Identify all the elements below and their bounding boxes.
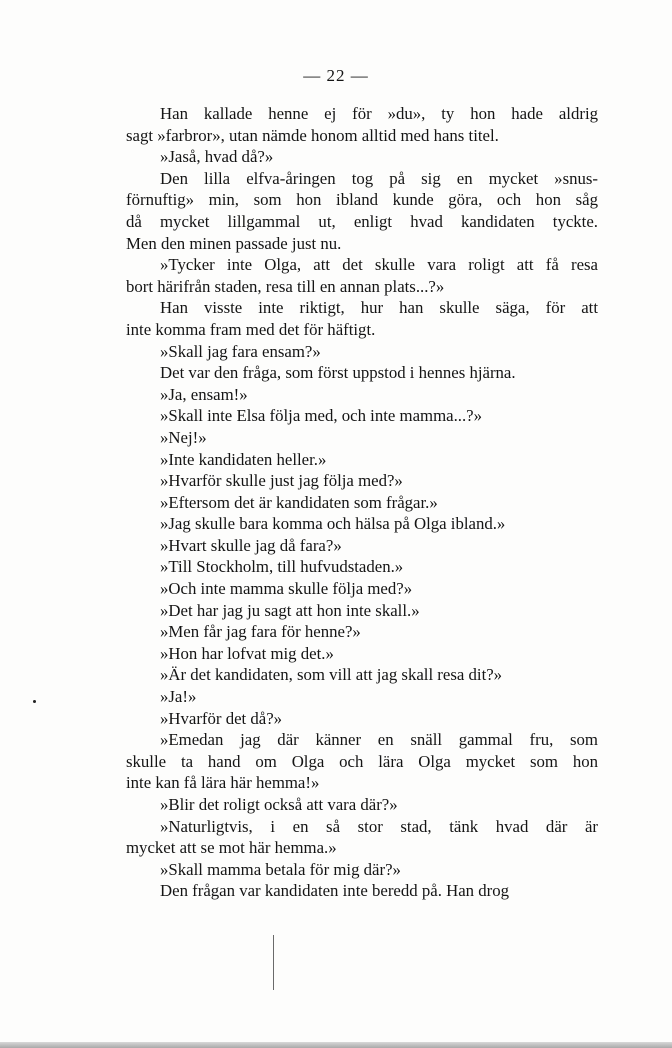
paragraph <box>126 513 598 535</box>
text-line: »Naturligtvis, i en så stor stad, tänk hvad där är <box>160 816 598 836</box>
text-line: inte kan få lära här hemma!» <box>126 773 320 793</box>
paragraph <box>126 427 598 449</box>
text-line: »Inte kandidaten heller.» <box>160 449 327 469</box>
text-line: »Jag skulle bara komma och hälsa på Olga ibland.» <box>160 514 506 534</box>
paragraph <box>126 664 598 686</box>
text-line: »Tycker inte Olga, att det skulle vara roligt att få resa <box>160 255 598 275</box>
text-line: »Eftersom det är kandidaten som frågar.» <box>160 492 438 512</box>
text-line: »Nej!» <box>160 427 207 447</box>
paragraph <box>126 600 598 622</box>
text-line: Han visste inte riktigt, hur han skulle säga, för att <box>160 298 598 318</box>
page-edge-shadow <box>0 1042 672 1048</box>
text-line: »Emedan jag där känner en snäll gammal fru, som <box>160 730 598 750</box>
paragraph <box>126 297 598 340</box>
text-line: »Skall inte Elsa följa med, och inte mamma...?» <box>160 406 483 426</box>
paper-crease <box>273 935 274 990</box>
text-line: bort härifrån staden, resa till en annan plats...?» <box>126 276 445 296</box>
paragraph <box>126 384 598 406</box>
paragraph <box>126 492 598 514</box>
paragraph <box>126 449 598 471</box>
text-line: förnuftig» min, som hon ibland kunde göra, och hon såg <box>126 190 598 210</box>
text-line: mycket att se mot här hemma.» <box>126 838 337 858</box>
text-line: »Ja, ensam!» <box>160 384 248 404</box>
text-line: »Hvarför skulle just jag följa med?» <box>160 471 403 491</box>
text-line: »Jaså, hvad då?» <box>160 147 274 167</box>
text-line: »Men får jag fara för henne?» <box>160 622 361 642</box>
text-line: skulle ta hand om Olga och lära Olga mycket som hon <box>126 751 598 771</box>
text-line: Men den minen passade just nu. <box>126 233 342 253</box>
paragraph <box>126 643 598 665</box>
text-line: då mycket lillgammal ut, enligt hvad kandidaten tyckte. <box>126 211 598 231</box>
text-line: »Hvart skulle jag då fara?» <box>160 535 342 555</box>
paragraph <box>126 686 598 708</box>
page-number: — 22 — <box>303 66 369 85</box>
text-line: »Blir det roligt också att vara där?» <box>160 795 398 814</box>
text-line: »Hon har lofvat mig det.» <box>160 643 334 663</box>
text-line: sagt »farbror», utan nämde honom alltid med hans titel. <box>126 125 499 145</box>
paragraph <box>126 578 598 600</box>
body-text <box>126 103 598 902</box>
text-line: »Det har jag ju sagt att hon inte skall.» <box>160 600 420 620</box>
paragraph <box>126 146 598 168</box>
text-line: »Är det kandidaten, som vill att jag skall resa dit?» <box>160 665 503 685</box>
paragraph <box>126 362 598 384</box>
paragraph <box>126 794 598 816</box>
paragraph <box>126 880 598 902</box>
text-line: »Skall mamma betala för mig där?» <box>160 859 401 879</box>
paragraph <box>126 729 598 794</box>
text-line: Den frågan var kandidaten inte beredd på. Han drog <box>160 881 509 901</box>
paragraph <box>126 535 598 557</box>
text-line: inte komma fram med det för häftigt. <box>126 319 376 339</box>
paragraph <box>126 254 598 297</box>
paragraph <box>126 708 598 730</box>
text-line: »Och inte mamma skulle följa med?» <box>160 579 413 599</box>
text-line: »Skall jag fara ensam?» <box>160 341 321 361</box>
paragraph <box>126 405 598 427</box>
text-line: »Hvarför det då?» <box>160 708 283 728</box>
paragraph <box>126 556 598 578</box>
paragraph <box>126 859 598 881</box>
paragraph <box>126 103 598 146</box>
text-line: Det var den fråga, som först uppstod i hennes hjärna. <box>160 363 516 383</box>
paragraph <box>126 341 598 363</box>
ink-speck <box>33 700 36 703</box>
paragraph <box>126 470 598 492</box>
paragraph <box>126 816 598 859</box>
text-line: »Ja!» <box>160 687 197 707</box>
text-line: »Till Stockholm, till hufvudstaden.» <box>160 557 404 577</box>
text-line: Den lilla elfva-åringen tog på sig en mycket »snus- <box>160 168 598 188</box>
paragraph <box>126 168 598 254</box>
paragraph <box>126 621 598 643</box>
text-line: Han kallade henne ej för »du», ty hon hade aldrig <box>160 104 598 123</box>
